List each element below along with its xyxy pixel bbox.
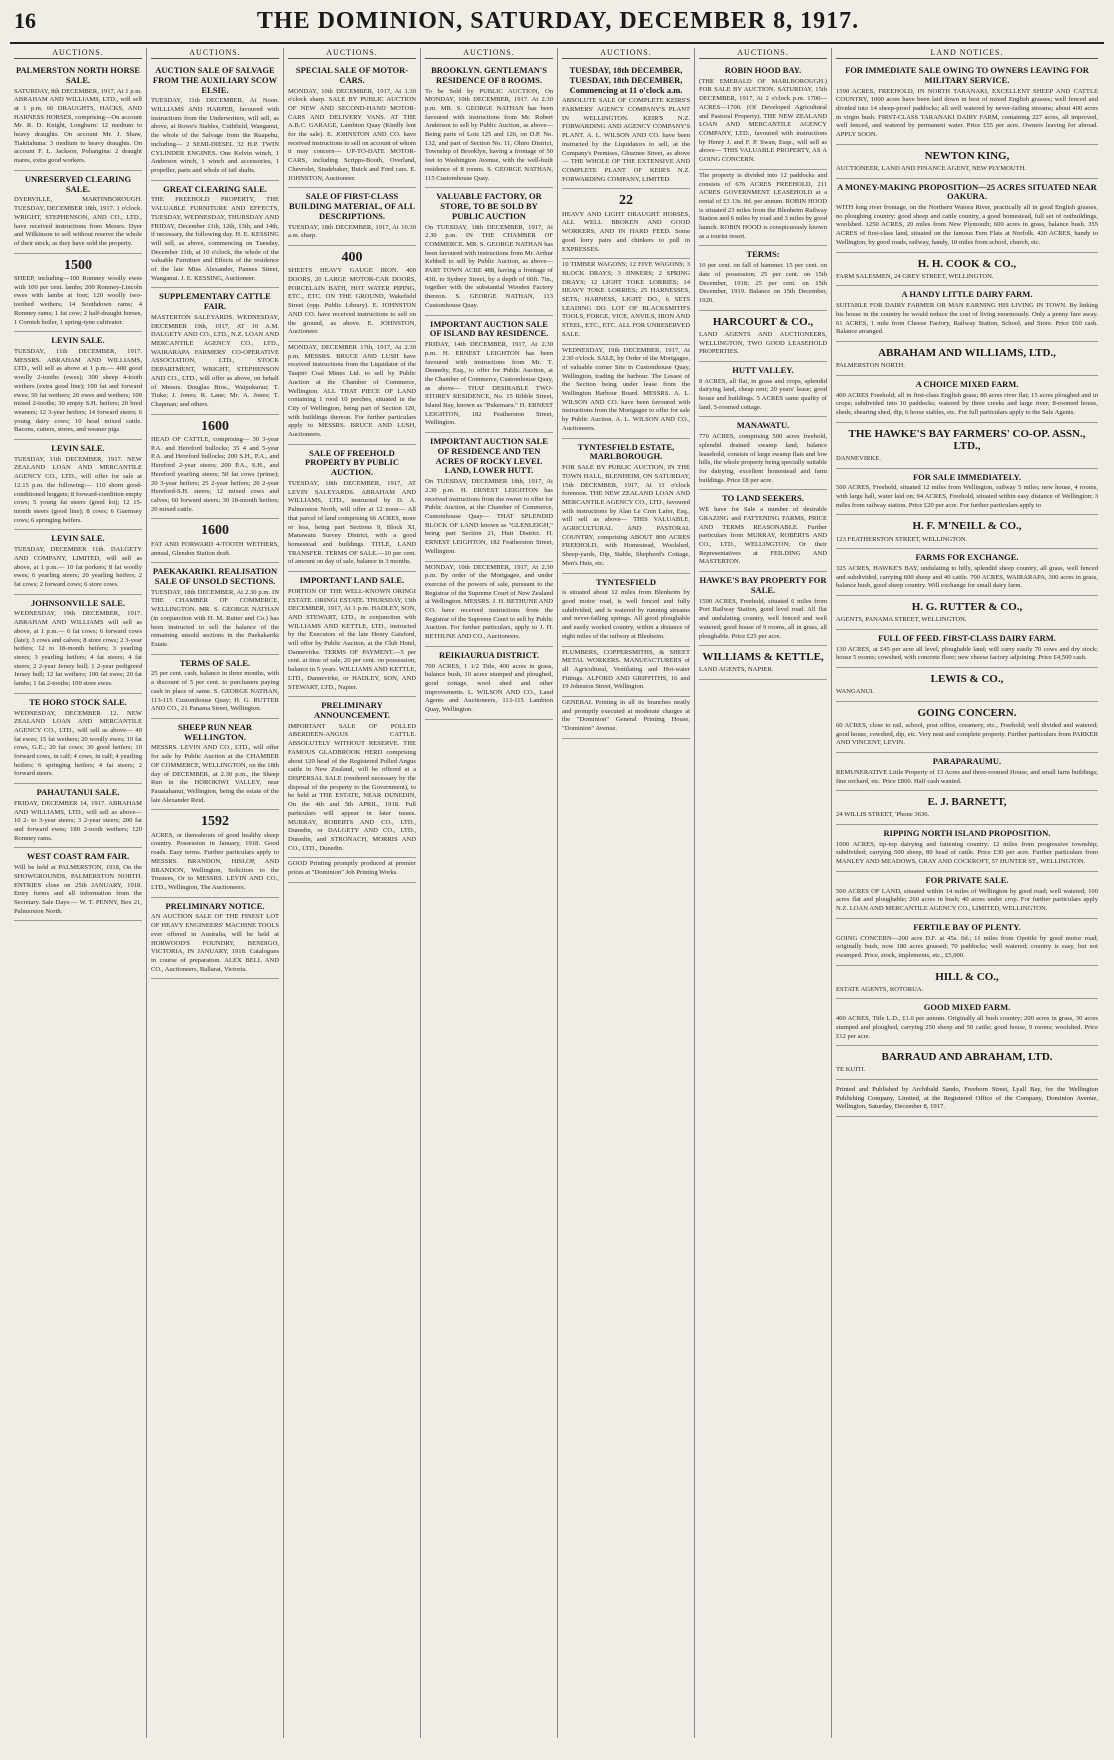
advertisement xyxy=(288,858,416,882)
ad-heading: FOR IMMEDIATE SALE OWING TO OWNERS LEAVING FOR MILITARY SERVICE. xyxy=(845,65,1089,85)
ad-body-text: TUESDAY, DECEMBER 11th. DALGETY AND COMPANY, LIMITED, will sell as above, at 1 p.m.— 10 fat porkers; 8 fat woolly ewes; 6 yearling steers; 20 yearling heifers; 2 fat cows; 2 forward cows; 6 store cows. xyxy=(14,546,142,588)
ad-body-text: LAND AGENTS AND AUCTIONEERS, WELLINGTON, TWO GOOD LEASEHOLD PROPERTIES. xyxy=(699,330,827,356)
ad-body-text: WE have for Sale a number of desirable GRAZING and FATTENING FARMS, PRICE AND TERMS REASONABLE. Further particulars from MURRAY, ROBERTS AND CO., LTD., WELLINGTON; Or their Representatives at FEILDING AND MASTERTON. xyxy=(699,506,827,566)
ad-body-text: The property is divided into 12 paddocks and consists of 676 ACRES FREEHOLD, 211 ACRES GOVERNMENT LEASEHOLD at a rental of £3 13s. 8d. per annum. ROBIN HOOD is situated 23 miles from the Blenheim Railway Station and 6 miles by road and 3 miles by good launch. ROBIN HOOD is conspicuously known as a tourist resort. xyxy=(699,171,827,240)
advertisement xyxy=(699,490,827,572)
ad-heading: UNRESERVED CLEARING SALE. xyxy=(24,173,132,194)
advertisement xyxy=(151,519,279,563)
ad-heading: SPECIAL SALE OF MOTOR-CARS. xyxy=(295,65,409,85)
advertisement xyxy=(836,872,1098,919)
ad-body-text: AGENTS, PANAMA STREET, WELLINGTON. xyxy=(836,616,967,624)
advertisement xyxy=(836,1080,1098,1117)
ad-heading: TERMS OF SALE. xyxy=(179,657,251,668)
advertisement xyxy=(14,530,142,594)
advertisement xyxy=(425,62,553,188)
column-heading: AUCTIONS. xyxy=(288,48,416,59)
ad-heading: LEVIN SALE. xyxy=(51,443,105,454)
advertisement xyxy=(836,596,1098,630)
ad-heading: A CHOICE MIXED FARM. xyxy=(915,378,1019,389)
ad-body-text: FAT AND FORWARD 4-TOOTH WETHERS, annual, Glendon Station draft. xyxy=(151,540,279,557)
advertisement xyxy=(14,848,142,921)
ad-firm-name: BARRAUD AND ABRAHAM, LTD. xyxy=(881,1051,1053,1064)
ad-body-text: SHEETS HEAVY GAUGE IRON. 400 DOORS, 20 LARGE MOTOR-CAR DOORS, PORCELAIN BATH, HOT WATER PIPING, ETC., ETC. ON THE GROUND, Wakefield Street (opp. Public Library). E. JOHNSTON AND CO. have received instructions to sell on the ground, as above. E. JOHNSTON, Auctioneer. xyxy=(288,267,416,336)
ad-body-text: is situated about 12 miles from Blenheim by good motor road, is well fenced and fully subdivided, and is watered by running streams and never-failing springs. All good ploughable and easily worked country, within a distance of eight miles of the railway at Blenheim. xyxy=(562,589,690,640)
ad-body-text: HEAD OF CATTLE, comprising— 30 3-year P.A. and Hereford bullocks; 35 4 and 5-year P.A. and Hereford bullocks; 200 S.H., P.A., and Hereford 2-year steers; 200 P.A., S.H., and Hereford yearling steers; 50 fat cows (prime); 20 3-year heifers; 25 2-year heifers; 20 2-year Hereford-S.H. steers; 12 mixed cows and calves; 60 forward steers; 30 18-month heifers; 20 mixed cattle. xyxy=(151,436,279,513)
ad-big-figure: 22 xyxy=(619,193,633,209)
ad-body-text: WANGANUI. xyxy=(836,688,874,696)
ad-body-text: MASTERTON SALEYARDS. WEDNESDAY, DECEMBER 19th, 1917, AT 10 A.M. DALGETY AND CO., LTD., N.Z. LOAN AND MERCANTILE AGENCY CO., LTD., WAIRARAPA FARMERS' CO-OPERATIVE ASSOCIATION, LTD., STOCK DEPARTMENT, WRIGHT, STEPHENSON AND CO., LTD., will offer as above, on behalf of Messrs. Douglas Bros., Waipukurau; T. Tiuke; J. Jones; R. Lane; Mr. A. Jones; T. Chapman; and others. xyxy=(151,313,279,408)
ad-body-text: 1590 ACRES, FREEHOLD, IN NORTH TARANAKI, EXCELLENT SHEEP AND CATTLE COUNTRY, 1000 acres have been laid down in best of mixed English grasses; well fenced and divided into 14 sheep-proof paddocks; all well watered by never-failing streams; about 400 acres in virgin bush. FIRST-CLASS TARANAKI DAIRY FARM, containing 227 acres, all improved, well fenced, and watered by permanent water. Price £55 per acre. Owners leaving for abroad. APPLY SOON. xyxy=(836,87,1098,139)
ad-heading: HUTT VALLEY. xyxy=(732,364,794,375)
ad-heading: PRELIMINARY NOTICE. xyxy=(165,900,265,911)
ad-body-text: On TUESDAY, DECEMBER 18th, 1917, At 2.30 p.m. H. ERNEST LEIGHTON has received instructions from the owner to offer for Public Auction, at the Chamber of Commerce, Customhouse Quay— THAT SPLENDID BLOCK OF LAND known as "GLENLEIGH," being part Section 21, Hutt District. H. ERNEST LEIGHTON, 182 Featherston Street, Wellington. xyxy=(425,478,553,555)
ad-body-text: 8 ACRES, all flat, in grass and crops, splendid dairying land, cheap rent; 20 years' lease; good house and buildings. 5 ACRES same quality of land, 5-roomed cottage. xyxy=(699,377,827,411)
ad-body-text: 10 TIMBER WAGONS; 12 FIVE WAGONS; 3 BLOCK DRAYS; 3 JINKERS; 2 SPRING DRAYS; 12 LIGHT TOKE LORRIES; 14 HEAVY TOKE LORRIES; 25 HARNESSES, SETS; HARNESS, LIGHT DO., 6 SETS LEADING DO. LOT OF BLACKSMITH'S TOOLS, FORGE, VICE, ANVILS, IRON AND STEEL, ETC., ETC. ALL FOR UNRESERVED SALE. xyxy=(562,261,690,338)
advertisement xyxy=(699,417,827,490)
ad-heading: FARMS FOR EXCHANGE. xyxy=(915,552,1019,563)
ad-body-text: SATURDAY, 8th DECEMBER, 1917, At 1 p.m. ABRAHAM AND WILLIAMS, LTD., will sell at 1 p.m. 60 DRAUGHTS, HACKS, AND HARNESS HORSES, comprising—On account Mr. R. D. Knight, Longburn: 12 medium to heavy draughts. On account Mr. J. Shaw, Tiakitahuna: 3 medium to heavy draughts. On account F. L. Jackson, Pohangina: 2 draught mares, extra good workers. xyxy=(14,87,142,165)
ad-body-text: 1000 ACRES, tip-top dairying and fattening country; 12 miles from progressive township; subdivided; carrying 500 sheep, 80 head of cattle. Price £30 per acre. Further particulars from MANLEY AND MEADOWS, GRAY AND COCKROFT, 57 HUNTER ST., WELLINGTON. xyxy=(836,840,1098,866)
ad-body-text: TE KUITI. xyxy=(836,1066,866,1074)
ad-body-text: FRIDAY, 14th DECEMBER, 1917, At 2.30 p.m. H. ERNEST LEIGHTON has been favoured with instructions from Mr. T. Dennehy, Esq., to offer for Public Auction, at the Chamber of Commerce, Customhouse Quay, as above— THAT DESIRABLE TWO-STOREY RESIDENCE, No. 15 Ribble Street, Island Bay, known as "Pukemaru." H. ERNEST LEIGHTON, 182 Featherston Street, Wellington. xyxy=(425,341,553,427)
advertisement xyxy=(836,753,1098,791)
ad-heading: SUPPLEMENTARY CATTLE FAIR. xyxy=(159,291,271,312)
ad-body-text: DANNEVIRKE. xyxy=(836,454,881,462)
ad-firm-name: H. G. RUTTER & CO., xyxy=(911,601,1023,614)
advertisement xyxy=(425,647,553,720)
advertisement xyxy=(14,254,142,333)
columns xyxy=(10,48,1104,1738)
ad-heading: LEVIN SALE. xyxy=(51,533,105,544)
ad-body-text: WITH long river frontage, on the Northern Waiora River, practically all in good English grasses, no ploughing country: good sheep and cattle country, a good homestead, full set of outbuildings, woolshed. 1250 ACRES, 20 miles from New Plymouth; 600 acres in grass, balance bush. 355 ACRES of first-class land, situated on the famous Fern Flats at Norfolk. 420 ACRES, handy to Wellington, by good roads, railway, handy, 10 miles from school, church, etc. xyxy=(836,204,1098,246)
ad-firm-name: H. F. M'NEILL & CO., xyxy=(912,520,1022,533)
ad-body-text: PORTION OF THE WELL-KNOWN ORINGI ESTATE. ORINGI ESTATE. THURSDAY, 13th DECEMBER, 1917, At 1 p.m. HADLEY, SON, AND STEWART, LTD., in conjunction with WILLIAMS AND KETTLE, LTD., instructed by the Executors of the late Henry Gaisford, will offer by Public Auction, at the Club Hotel, Dannevirke. TERMS OF PAYMENT.—5 per cent. at time of sale, 20 per cent. on possession; balance in 5 years. WILLIAMS AND KETTLE, LTD., Dannevirke, or HADLEY, SON, AND STEWART, LTD., Napier. xyxy=(288,587,416,691)
ad-heading: PARAPARAUMU. xyxy=(932,756,1002,767)
ad-body-text: TUESDAY, 11th DECEMBER, At Noon. WILLIAMS AND HARPER, favoured with instructions from the Underwriters, will sell, as above, at Rowe's Stables, Cuthfield, Wanganui, the whole of the Salvage from the Ruapehu, including— 2 SEMI-DIESEL 32 H.P. TWIN CYLINDER ENGINES. One Kelvin winch, 1 Anderson winch, 1 winch and accessories, 1 propeller, parts and whole of tail shafts. xyxy=(151,97,279,174)
ad-body-text: IMPORTANT SALE OF POLLED ABERDEEN-ANGUS CATTLE. ABSOLUTELY WITHOUT RESERVE. THE FAMOUS GLADBROOK HERD comprising about 120 head of the Registered Polled Angus cattle in New Zealand, will be offered at a DISPERSAL SALE (rendered necessary by the disposal of the property to the Government), to be held at THE ESTATE, NEAR DUNEDIN, On the 4th and 5th APRIL, 1918. Full particulars will appear in later issues. MURRAY, ROBERTS AND CO., LTD., Dunedin, or DALGETY AND CO., LTD., Dunedin, and STRONACH, MORRIS AND CO., LTD., Dunedin. xyxy=(288,722,416,852)
ad-body-text: 10 per cent. on fall of hammer. 15 per cent. on date of possession; 25 per cent. on 15th December, 1918; 25 per cent. on 15th December, 1919. Balance on 15th December, 1920. xyxy=(699,262,827,304)
ad-big-figure: 1600 xyxy=(201,418,229,434)
ad-body-text: GENERAL Printing in all its branches neatly and promptly executed at moderate charges at the "Dominion" General Printing House, "Dominion" Avenue. xyxy=(562,699,690,733)
advertisement xyxy=(562,189,690,259)
column-heading: AUCTIONS. xyxy=(562,48,690,59)
advertisement xyxy=(151,655,279,719)
advertisement xyxy=(288,572,416,697)
advertisement xyxy=(836,702,1098,753)
advertisement xyxy=(836,999,1098,1046)
advertisement xyxy=(836,253,1098,287)
ad-heading: HAWKE'S BAY PROPERTY FOR SALE. xyxy=(699,575,827,595)
advertisement xyxy=(288,342,416,445)
ad-body-text: HEAVY AND LIGHT DRAUGHT HORSES, ALL WELL BROKEN AND GOOD WORKERS, AND IN HARD FEED. Some good lorry pairs and chinkers to pull in EXPRESSES. xyxy=(562,210,690,253)
advertisement xyxy=(14,694,142,784)
advertisement xyxy=(151,181,279,289)
ad-body-text: 24 WILLIS STREET, 'Phone 3636. xyxy=(836,811,930,819)
ad-heading: A MONEY-MAKING PROPOSITION—25 ACRES SITUATED NEAR OAKURA. xyxy=(837,181,1097,202)
ad-body-text: 1500 ACRES, Freehold, situated 6 miles from Port Railway Station, good level road. All flat and undulating country, well fenced and well watered; good house of 9 rooms, all in grass, all ploughable. Price £25 per acre. xyxy=(699,597,827,640)
advertisement xyxy=(14,595,142,694)
ad-heading: VALUABLE FACTORY, OR STORE, TO BE SOLD BY PUBLIC AUCTION xyxy=(436,191,542,221)
ad-firm-name: NEWTON KING, xyxy=(924,149,1010,162)
advertisement xyxy=(562,439,690,574)
ad-body-text: 400 ACRES, Title L.D., £1.0 per annum. Originally all bush country; 200 acres in grass, 30 acres stumped and ploughed, carrying 250 sheep and 50 cattle; good house, 9 rooms; woolshed. Price £12 per acre. xyxy=(836,1015,1098,1040)
ad-big-figure: 1600 xyxy=(201,523,229,539)
ad-heading: SALE OF FIRST-CLASS BUILDING MATERIAL, OF ALL DESCRIPTIONS. xyxy=(288,191,416,221)
ad-body-text: TUESDAY, 18th DECEMBER, At 2.30 p.m. IN THE CHAMBER OF COMMERCE, WELLINGTON. MR. S. GEORGE NATHAN (in conjunction with H. M. Rutter and Co.) has been instructed to sell the balance of the remaining unsold sections in the Paekakariki Estate. xyxy=(151,588,279,648)
ad-body-text: WEDNESDAY, 19th DECEMBER, 1917. ABRAHAM AND WILLIAMS will sell as above, at 1 p.m.— 6 fat cows; 6 forward cows (late); 3 cows and calves; 8 store cows; 2 3-year heifers; 12 to 18-month heifers; 3 yearling steers; 3 yearling heifers; 4 fat steers; 4 fat steers; 2 2-year Jersey bull; 1 2-year pedigreed Jersey bull; 12 fat wethers; 100 fat ewes; 20 fat lambs; 1 fat 2-tooths; 100 store ewes. xyxy=(14,610,142,688)
advertisement xyxy=(836,342,1098,376)
ad-body-text: MONDAY, DECEMBER 17th, 1917, At 2.30 p.m. MESSRS. BRUCE AND LUSH have received instructions from the Liquidator of the Taupiri Coal Mines Ltd. to sell by Public Auction at the Chamber of Commerce, Wellington. ALL THAT PIECE OF LAND containing 1 rood 10 perches, situated in the City of Wellington, being part of Section 120, with buildings thereon. For further particulars apply to MESSRS. BRUCE AND LUSH, Auctioneers. xyxy=(288,343,416,439)
advertisement xyxy=(425,316,553,434)
ad-body-text: 25 per cent. cash, balance in three months, with a discount of 5 per cent. to purchasers paying cash in place of same. S. GEORGE NATHAN, 113-115 Customhouse Quay; H. G. RUTTER AND CO., 21 Panama Street, Wellington. xyxy=(151,670,279,713)
advertisement xyxy=(836,966,1098,1000)
advertisement xyxy=(699,646,827,680)
advertisement xyxy=(151,810,279,897)
ad-heading: PALMERSTON NORTH HORSE SALE. xyxy=(15,65,141,85)
advertisement xyxy=(836,145,1098,179)
ad-body-text: MONDAY, 10th DECEMBER, 1917, At 2.30 p.m. By order of the Mortgagee, and under exercise of the powers of sale, pursuant to the Registrar of the Supreme Court of New Zealand at Wellington. MESSRS. J. H. BETHUNE AND CO. have received instructions from the Registrar of the Supreme Court to sell by Public Auction. For further particulars, apply to J. H. BETHUNE AND CO., Auctioneers. xyxy=(425,563,553,641)
ad-firm-name: THE HAWKE'S BAY FARMERS' CO-OP. ASSN., LTD., xyxy=(848,427,1086,452)
advertisement xyxy=(14,332,142,440)
ad-body-text: TUESDAY, 18th DECEMBER, 1917, At 10.30 a.m. sharp. xyxy=(288,223,416,240)
advertisement xyxy=(562,62,690,189)
ad-heading: REIKIAURUA DISTRICT. xyxy=(439,649,539,660)
ad-firm-name: WILLIAMS & KETTLE, xyxy=(702,651,824,664)
ad-heading: AUCTION SALE OF SALVAGE FROM THE AUXILIARY SCOW ELSIE. xyxy=(152,65,278,95)
advertisement xyxy=(836,376,1098,423)
advertisement xyxy=(562,647,690,698)
ad-body-text: 500 ACRES OF LAND, situated within 14 miles of Wellington by good road; well watered; 100 acres flat and ploughable; 260 acres in bush; 40 acres under crop. For further particulars apply N.Z. LOAN AND MERCANTILE AGENCY CO., LIMITED, WELLINGTON. xyxy=(836,887,1098,913)
ad-body-text: SHEEP, including—100 Romney woolly ewes with 100 per cent. lambs; 200 Romney-Lincoln ewes with lambs at foot; 120 woolly two-toothed wethers; 14 Southdown rams; 4 Romney rams; 1 fat cow; 2 half-draught horses, 1 Cornish boiler, 1 spring-tyne cultivator. xyxy=(14,275,142,326)
ad-heading: TUESDAY, 18th DECEMBER, TUESDAY, 18th DECEMBER, Commencing at 11 o'clock a.m. xyxy=(569,65,683,95)
advertisement xyxy=(288,445,416,572)
ad-body-text: TUESDAY, 18th DECEMBER, 1917, AT LEVIN SALEYARDS. ABRAHAM AND WILLIAMS, LTD., instructed by D. A. Palmerston North, will offer at 12 noon— All that parcel of land comprising 66 ACRES, more or less, being part Sections 9, Block XI, Manawatu Survey District, with a good homestead and buildings. TITLE, LAND TRANSFER. TERMS OF SALE.—10 per cent. of amount on day of sale, balance in 3 months. xyxy=(288,480,416,566)
advertisement xyxy=(836,919,1098,966)
newspaper-title: THE DOMINION, SATURDAY, DECEMBER 8, 1917. xyxy=(256,8,860,34)
advertisement xyxy=(151,288,279,414)
ad-body-text: MESSRS. LEVIN AND CO., LTD., will offer for sale by Public Auction at the CHAMBER OF COMMERCE, WELLINGTON, on the 18th day of DECEMBER, at 2.30 p.m., the Sheep Run in the HOROKIWI VALLEY, near Pauatahanui, Wellington, being the estate of the late Alexander Reid. xyxy=(151,744,279,804)
ad-body-text: AUCTIONEER, LAND AND FINANCE AGENT, NEW PLYMOUTH. xyxy=(836,164,1027,172)
column-1 xyxy=(10,48,147,1738)
ad-firm-name: HILL & CO., xyxy=(935,970,999,983)
ad-heading: ROBIN HOOD BAY. xyxy=(724,65,802,75)
advertisement xyxy=(836,515,1098,549)
advertisement xyxy=(699,572,827,646)
ad-heading: FOR SALE IMMEDIATELY. xyxy=(912,471,1022,482)
column-3 xyxy=(284,48,421,1738)
advertisement xyxy=(151,719,279,810)
ad-firm-name: HARCOURT & CO., xyxy=(712,315,814,328)
ad-body-text: To be Sold by PUBLIC AUCTION, On MONDAY, 10th DECEMBER, 1917. At 2.30 p.m. MR. S. GEORGE NATHAN has been favoured with instructions from Mr. Robert Anderson to sell by Public Auction, as above— Being parts of Lots 125 and 126, on D.P. No. 132, and part of Section No. 11, Ohiro District, Township of Brooklyn, having a frontage of 50 feet to Washington Avenue, with the well-built residence of 8 rooms. S. GEORGE NATHAN, 115 Customhouse Quay. xyxy=(425,87,553,182)
advertisement xyxy=(562,259,690,344)
ad-heading: IMPORTANT LAND SALE. xyxy=(299,575,405,586)
ad-heading: PAEKAKARIKI. REALISATION SALE OF UNSOLD SECTIONS. xyxy=(152,566,278,586)
column-heading: LAND NOTICES. xyxy=(836,48,1098,59)
advertisement xyxy=(14,62,142,171)
ad-body-text: REMUNERATIVE Little Property of 13 Acres and three-roomed House, and small farm buildings; fine orchard, etc. Price £800. Half cash wanted. xyxy=(836,768,1098,785)
advertisement xyxy=(14,784,142,848)
ad-heading: IMPORTANT AUCTION SALE OF RESIDENCE AND TEN ACRES OF ROCKY LEVEL LAND, LOWER HUTT. xyxy=(430,436,548,476)
ad-heading: SALE OF FREEHOLD PROPERTY BY PUBLIC AUCTION. xyxy=(305,447,399,478)
ad-body-text: 123 FEATHERSTON STREET, WELLINGTON. xyxy=(836,535,968,543)
column-heading: AUCTIONS. xyxy=(699,48,827,59)
advertisement xyxy=(14,171,142,254)
advertisement xyxy=(425,433,553,561)
advertisement xyxy=(699,170,827,247)
advertisement xyxy=(836,549,1098,596)
ad-body-text: (THE EMERALD OF MARLBOROUGH.) FOR SALE BY AUCTION. SATURDAY, 15th DECEMBER, 1917, At 2 o'clock p.m. 1700—ACRES—1700. (Of Developed Agricultural and Pastoral Property). THE NEW ZEALAND LOAN AND MERCANTILE AGENCY COMPANY, LTD., favoured with instructions by Henry J. and F. P. Swan, Esqs., will sell as above— THIS VALUABLE PROPERTY, AS A GOING CONCERN. xyxy=(699,77,827,164)
advertisement xyxy=(836,825,1098,872)
advertisement xyxy=(288,188,416,246)
ad-body-text: 325 ACRES, HAWKE'S BAY, undulating to hilly, splendid sheep country, all grass, well fenced and subdivided, carrying 600 sheep and 40 cattle. 700 ACRES, WAIRARAPA, 300 acres in grass, balance bush, good sheep country. Will exchange for small dairy farm. xyxy=(836,564,1098,590)
ad-body-text: TUESDAY, 11th DECEMBER, 1917. MESSRS. ABRAHAM AND WILLIAMS, LTD., will sell as above at 1 p.m.— 400 good woolly 2-tooths (ewes); 300 sheep 4-tooth wethers (extra good line); 100 fat and forward ewes; 50 fat wethers; 20 ewes and wethers; 100 mixed 2-tooths; 30 empty S.H. heifers; 20 bred weaners; 12 3-year heifers; 14 forward steers; 6 young dairy cows; 10 head mixed cattle. Bacons, cutters, stores, and weaner pigs. xyxy=(14,347,142,434)
ad-body-text: 770 ACRES, comprising 500 acres freehold, splendid drained swamp land, balance leasehold, consists of large swamp flats and low hills, the whole property being specially suitable for dairying, excellent homestead and farm buildings. Price £8 per acre. xyxy=(699,433,827,484)
advertisement xyxy=(836,791,1098,825)
ad-body-text: THE FREEHOLD PROPERTY, THE VALUABLE FURNITURE AND EFFECTS, TUESDAY, WEDNESDAY, THURSDAY AND FRIDAY, December 11th, 12th, 13th, and 14th, if necessary, the following day. H. E. KESSING will sell, as above, commencing on Tuesday, December 11th, at 10 o'clock, the whole of the valuable Furniture and Effects of the residence of the late Miss Alexander, Pannes Street, Wanganui. J. E. KESSING, Auctioneer. xyxy=(151,196,279,282)
advertisement xyxy=(836,62,1098,145)
ad-body-text: ACRES, or thereabouts of good healthy sheep country. Possession in January, 1918. Good roads. Easy terms. Further particulars apply to MESSRS. BRANDON, HISLOP, AND BRANDON, Wellington, Solicitors to the Trustees, Or to MESSRS. LEVIN AND CO., LTD., Wellington, The Auctioneers. xyxy=(151,831,279,891)
ad-heading: FOR PRIVATE SALE. xyxy=(925,874,1009,885)
ad-big-figure: 400 xyxy=(341,249,363,265)
column-2 xyxy=(147,48,284,1738)
ad-heading: TO LAND SEEKERS. xyxy=(722,493,804,504)
advertisement xyxy=(836,1046,1098,1080)
ad-body-text: On TUESDAY, 18th DECEMBER, 1917, At 2.30 p.m. IN THE CHAMBER OF COMMERCE. MR. S. GEORGE NATHAN has been favoured with instructions from Mr. Arthur Kebbell to sell by Public Auction, as above— PART TOWN ACRE 488, having a frontage of 43ft. to Sydney Street, by a depth of 60ft. 7in., together with the substantial Wooden Factory thereon. S. GEORGE NATHAN, 113 Customhouse Quay. xyxy=(425,223,553,309)
ad-body-text: FRIDAY, DECEMBER 14, 1917. ABRAHAM AND WILLIAMS, LTD., will sell as above— 10 2- to 3-year steers; 3 2-year steers; 200 fat and forward ewes; 180 2-tooth wethers; 120 Romney rams. xyxy=(14,799,142,842)
advertisement xyxy=(836,469,1098,516)
advertisement xyxy=(151,563,279,654)
advertisement xyxy=(699,246,827,310)
ad-heading: PRELIMINARY ANNOUNCEMENT. xyxy=(313,700,391,721)
column-5 xyxy=(558,48,695,1738)
advertisement xyxy=(151,898,279,980)
column-4 xyxy=(421,48,558,1738)
ad-heading: MANAWATU. xyxy=(736,420,790,431)
ad-body-text: ABSOLUTE SALE OF COMPLETE KEIRS'S FARMERS' AGENCY COMPANY'S PLANT IN WELLINGTON. KEIR'S N.Z. FORWARDING AND AGENCY COMPANY'S PLANT. A. L. WILSON AND CO. have been instructed by the Liquidators to sell, at the Company's Premises, Ghuznee Street, as above— THE WHOLE OF THE EXTENSIVE AND COMPLETE PLANT OF KEIR'S N.Z. FORWARDING COMPANY, LIMITED. xyxy=(562,97,690,183)
ad-heading: GOOD MIXED FARM. xyxy=(923,1002,1011,1013)
ad-big-figure: 1592 xyxy=(201,814,229,830)
advertisement xyxy=(836,179,1098,253)
ad-heading: GREAT CLEARING SALE. xyxy=(163,183,267,194)
ad-body-text: TUESDAY, 11th DECEMBER, 1917. NEW ZEALAND LOAN AND MERCANTILE AGENCY CO., LTD., will offer for sale at 12.15 p.m. the following:— 110 shorn good-conditioned hoggets; 8 forward-condition empty cows; 5 young fat steers (good lot); 12 15-month steers (good line); 8 cows; 6 Guernsey cows; 6 springing heifers. xyxy=(14,455,142,524)
ad-heading: TYNTESFIELD xyxy=(596,576,656,587)
ad-firm-name: ABRAHAM AND WILLIAMS, LTD., xyxy=(878,346,1056,359)
ad-body-text: DYERVILLE, MARTINBOROUGH. TUESDAY, DECEMBER 18th, 1917. 1 o'clock. WRIGHT, STEPHENSON, AND CO., LTD., have received instructions from Messrs. Dyer and Wilkinson to sell without reserve the whole of their stock, as they have sold the property. xyxy=(14,196,142,247)
ad-heading: TE HORO STOCK SALE. xyxy=(29,696,127,707)
ad-body-text: ESTATE AGENTS, ROTORUA. xyxy=(836,985,924,993)
ad-firm-name: LEWIS & CO., xyxy=(930,673,1004,686)
advertisement xyxy=(562,574,690,647)
ad-body-text: PALMERSTON NORTH. xyxy=(836,362,905,370)
advertisement xyxy=(562,345,690,439)
advertisement xyxy=(836,668,1098,702)
ad-heading: PAHAUTANUI SALE. xyxy=(36,787,120,798)
ad-body-text: 400 ACRES Freehold; all in first-class English grass; 80 acres river flat; 15 acres ploughed and in crops; subdivided into 10 paddocks; watered by three creeks and large river; 8-roomed house, sheds, shearing shed, dip, 6 horse stables, etc. For full particulars apply to the Sale Agents. xyxy=(836,391,1098,416)
column-heading: AUCTIONS. xyxy=(151,48,279,59)
ad-body-text: 60 ACRES, close to rail, school, post office, creamery, etc., Freehold; well divided and watered; good house, cowshed, dip, etc. Very neat and complete property. Further particulars from PARKER AND VINCENT, LEVIN. xyxy=(836,721,1098,747)
ad-body-text: AN AUCTION SALE OF THE FINEST LOT OF HEAVY ENGINEERS' MACHINE TOOLS ever offered in Australia, will be held at HORWOOD'S FOUNDRY, BENDIGO, VICTORIA, IN JANUARY, 1918. Catalogues in course of preparation. ALEX BELL AND CO., Auctioneers, Ballarat, Victoria. xyxy=(151,913,279,973)
ad-heading: RIPPING NORTH ISLAND PROPOSITION. xyxy=(883,828,1051,839)
ad-body-text: LAND AGENTS, NAPIER. xyxy=(699,666,774,674)
column-7-land-notices xyxy=(832,48,1102,1738)
advertisement xyxy=(699,311,827,362)
ad-body-text: GOOD Printing promptly produced at premier prices at "Dominion" Job Printing Works. xyxy=(288,860,416,877)
ad-heading: TYNTESFIELD ESTATE, MARLBOROUGH. xyxy=(577,441,675,462)
column-heading: AUCTIONS. xyxy=(425,48,553,59)
printer-imprint: Printed and Published by Archibald Sando, Freeborn Street, Lyall Bay, for the Wellington Publishing Company, Limited, at the Registered Office of the Company, Dominion Avenue, Wellington, Saturday, December 8, 1917. xyxy=(836,1086,1098,1111)
ad-heading: JOHNSONVILLE SALE. xyxy=(31,597,125,608)
advertisement xyxy=(699,62,827,170)
ad-heading: SHEEP RUN NEAR WELLINGTON. xyxy=(177,721,253,742)
ad-heading: BROOKLYN. GENTLEMAN'S RESIDENCE OF 8 ROOMS. xyxy=(431,65,547,85)
ad-heading: WEST COAST RAM FAIR. xyxy=(26,851,130,862)
ad-body-text: GOING CONCERN—200 acre D.F. at 45s. 6d.; 11 miles from Opotiki by good motor road; originally bush, now 180 acres grassed; 70 paddocks; well watered; country is easy, but not swamped. Price, stock, implements, etc., £5,000. xyxy=(836,934,1098,959)
ad-firm-name: H. H. COOK & CO., xyxy=(917,257,1017,270)
advertisement xyxy=(836,423,1098,469)
ad-body-text: FOR SALE BY PUBLIC AUCTION, IN THE TOWN HALL, BLENHEIM, ON SATURDAY, 15th DECEMBER, 1917, At 11 o'clock forenoon. THE NEW ZEALAND LOAN AND MERCANTILE AGENCY CO., LTD., favoured with instructions by Alan Le Cren Lafer, Esq., will sell as above— THIS VALUABLE, AGRICULTURAL AND PASTORAL COUNTRY, comprising ABOUT 800 ACRES FREEHOLD, with Homestead, Woolshed, Sheep-yards, Dip, Stable, Shepherd's Cottage, Men's Huts, etc. xyxy=(562,464,690,567)
advertisement xyxy=(699,362,827,418)
column-heading: AUCTIONS. xyxy=(14,48,142,59)
ad-body-text: Will be held at PALMERSTON, 1918, On the SHOWGROUNDS, PALMERSTON NORTH. ENTRIES close on 25th JANUARY, 1918. Entry forms and all information from the Secretary. Sale Days:— W. T. PENNY, Box 21, Palmerston North. xyxy=(14,864,142,915)
advertisement xyxy=(836,286,1098,342)
advertisement xyxy=(425,562,553,647)
ad-body-text: 130 ACRES, at £45 per acre all level, ploughable land; will carry easily 70 cows and dry stock; house 5 rooms; cowshed, with concrete floor; new cheese factory adjoining. Price £4,500 cash. xyxy=(836,645,1098,662)
ad-heading: IMPORTANT AUCTION SALE OF ISLAND BAY RESIDENCE. xyxy=(429,318,549,339)
ad-body-text: PLUMBERS, COPPERSMITHS, & SHEET METAL WORKERS. MANUFACTURERS of all Agricultural, Ventilating and Hot-water Fittings. ALFORD AND GRIFFITHS, 16 and 19 Johnston Street, Wellington. xyxy=(562,648,690,691)
ad-body-text: 500 ACRES, Freehold, situated 12 miles from Wellington, railway 5 miles; new house, 4 rooms, with large hall, water laid on; 94 ACRES, Freehold, situated within easy distance of Wellington; 3 miles from railway station. Price £20 per acre. For further particulars apply to xyxy=(836,484,1098,509)
column-6 xyxy=(695,48,832,1738)
advertisement xyxy=(288,62,416,188)
ad-heading: LEVIN SALE. xyxy=(51,335,105,346)
ad-heading: A HANDY LITTLE DAIRY FARM. xyxy=(901,289,1033,300)
advertisement xyxy=(151,62,279,181)
ad-heading: FERTILE BAY OF PLENTY. xyxy=(913,921,1021,932)
advertisement xyxy=(836,630,1098,668)
ad-body-text: FARM SALESMEN, 24 GREY STREET, WELLINGTON. xyxy=(836,272,994,280)
ad-body-text: WEDNESDAY, DECEMBER 12. NEW ZEALAND LOAN AND MERCANTILE AGENCY CO., LTD., will sell as above— 40 fat ewes; 15 fat wethers; 20 woolly ewes; 10 fat cows, G.E.; 20 fat cows; 30 good heifers; 10 forward cows, in calf; 4 cows, in calf; 4 yearling heifers; 6 springing heifers; 4 fat steers; 2 forward steers. xyxy=(14,709,142,778)
masthead xyxy=(10,6,1104,44)
ad-body-text: SUITABLE FOR DAIRY FARMER OR MAN EARNING HIS LIVING IN TOWN. By linking his house in the country he would reduce the cost of living enormously. Only a penny fare away. 61 ACRES, 1 mile from Cheese Factory, Railway Station, School, and Store. Price £60 cash. Balance arranged. xyxy=(836,302,1098,336)
page-number: 16 xyxy=(14,8,36,33)
ad-body-text: 700 ACRES, 1 1/2 Title, 400 acres in grass, balance bush, 10 acres stumped and ploughed, good cottage, wool shed and other improvements. L. WILSON AND CO., Land Agents and Auctioneers, 113-115 Lambton Quay, Wellington. xyxy=(425,662,553,714)
advertisement xyxy=(425,188,553,315)
advertisement xyxy=(288,697,416,858)
ad-firm-name: GOING CONCERN. xyxy=(917,706,1017,719)
ad-body-text: MONDAY, 10th DECEMBER, 1917, At 1.30 o'clock sharp. SALE BY PUBLIC AUCTION OF NEW AND SECOND-HAND MOTOR-CARS AND DELIVERY VANS. AT THE A.B.C. GARAGE, Lambton Quay (Kindly lent for the sale). E. JOHNSTON AND CO. have received instructions to sell on account of whom it may concern— UP-TO-DATE MOTOR-CARS, including Scripps-Booth, Overland, Chevrolet, Studebaker, Buick and Ford cars. E. JOHNSTON, Auctioneer. xyxy=(288,87,416,182)
ad-body-text: WEDNESDAY, 19th DECEMBER, 1917, At 2.30 o'clock. SALE, by Order of the Mortgagee, of valuable corner Site in Customhouse Quay, Wellington, trading the harbour. The Lessee of the Section being under lease from the Wellington Harbour Board. MESSRS. A. L. WILSON AND CO. have been favoured with instructions from the Mortgagee to offer for sale by Public Auction. A. L. WILSON AND CO., Auctioneers. xyxy=(562,346,690,432)
ad-big-figure: 1500 xyxy=(64,257,92,273)
advertisement xyxy=(288,246,416,342)
ad-heading: TERMS: xyxy=(746,249,780,260)
advertisement xyxy=(151,415,279,520)
advertisement xyxy=(14,440,142,530)
ad-heading: FULL OF FEED. FIRST-CLASS DAIRY FARM. xyxy=(878,632,1056,643)
advertisement xyxy=(562,697,690,739)
ad-firm-name: E. J. BARNETT, xyxy=(927,796,1007,809)
